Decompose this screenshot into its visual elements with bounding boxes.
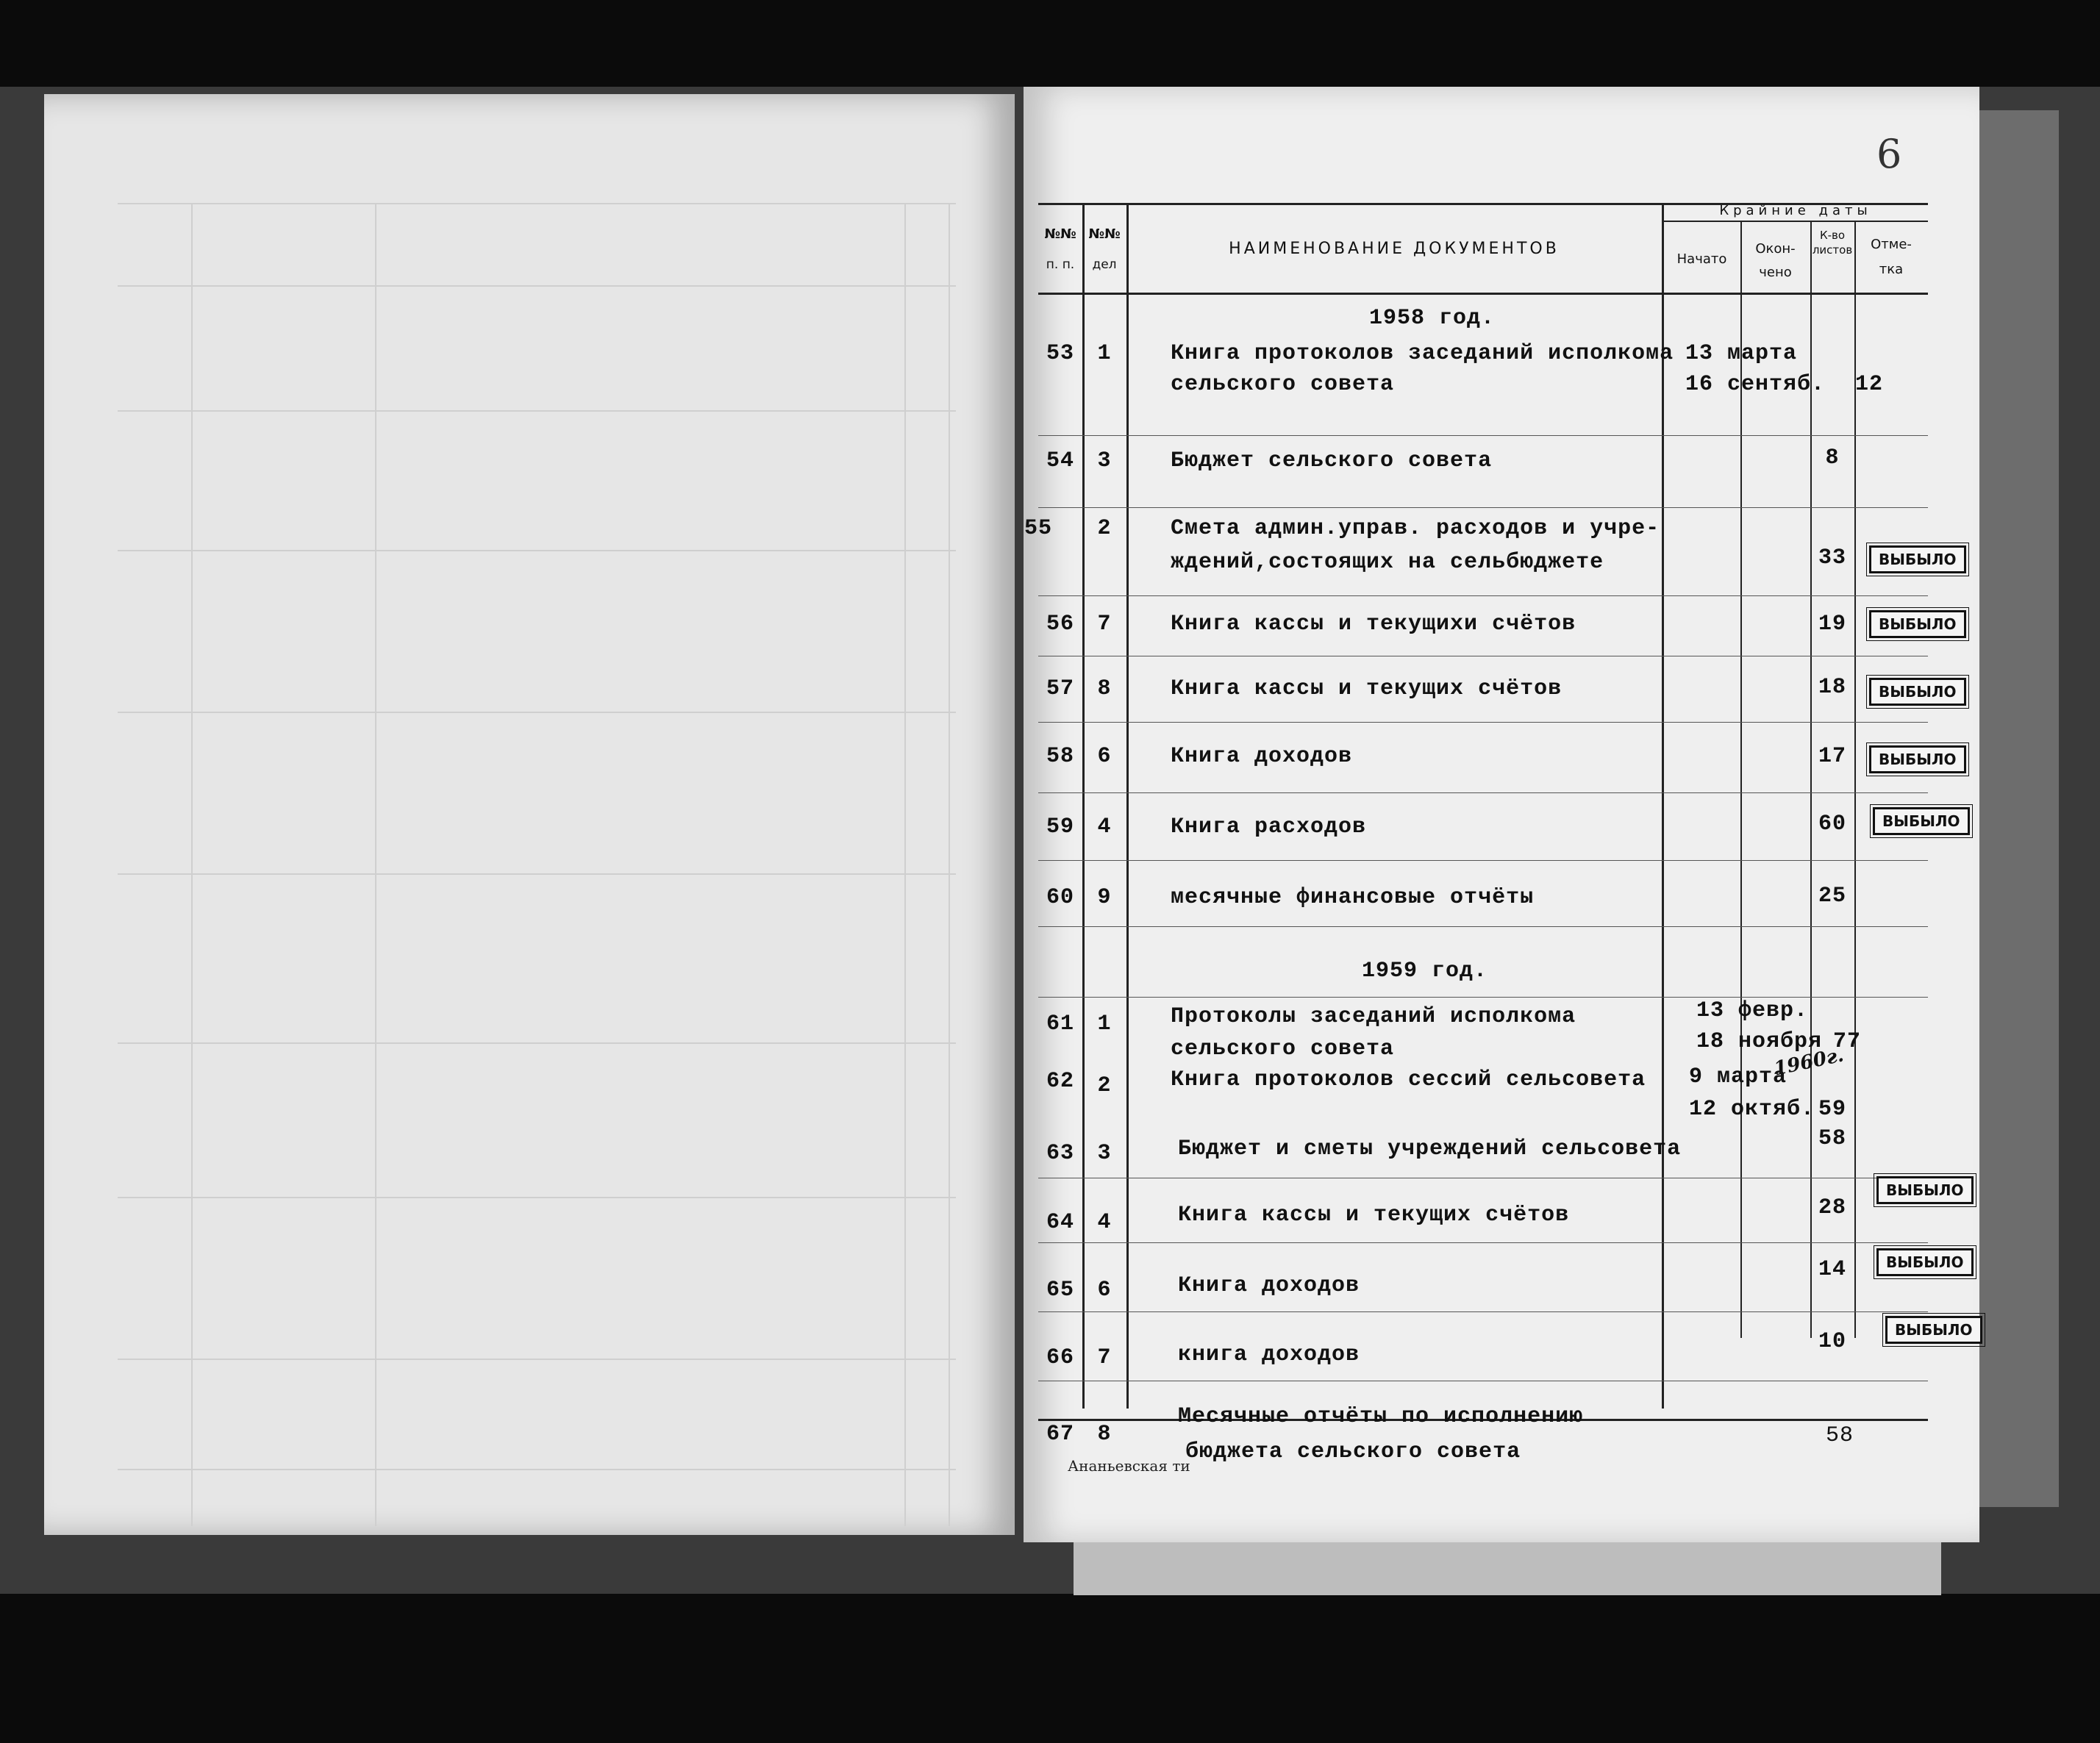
stamp-vybylo: ВЫБЫЛО (1869, 545, 1966, 573)
header-end: Окон- (1755, 241, 1796, 257)
stamp-vybylo: ВЫБЫЛО (1869, 678, 1966, 706)
stamp-vybylo: ВЫБЫЛО (1869, 745, 1966, 773)
stamp-vybylo: ВЫБЫЛО (1876, 1248, 1974, 1276)
header-case-sub: дел (1092, 257, 1117, 272)
left-page (44, 94, 1015, 1535)
header-no-sub: п. п. (1046, 257, 1075, 272)
header-title: НАИМЕНОВАНИЕ ДОКУМЕНТОВ (1229, 240, 1560, 258)
year-heading-1959: 1959 год. (1362, 959, 1488, 984)
year-heading-1958: 1958 год. (1369, 306, 1496, 331)
page-number: 6 (1876, 131, 1902, 177)
header-case: №№ (1088, 226, 1121, 242)
header-sheets: К-во листов (1812, 229, 1853, 257)
stamp-vybylo: ВЫБЫЛО (1869, 610, 1966, 638)
header-no: №№ (1044, 226, 1076, 242)
printer-footer: Ананьевская ти (1068, 1457, 1190, 1475)
header-mark: Отме- (1871, 237, 1912, 252)
header-mark-2: тка (1879, 262, 1904, 277)
handwritten-1960: 1960г. (1771, 1044, 1846, 1081)
header-end-2: чено (1759, 265, 1792, 280)
stamp-vybylo: ВЫБЫЛО (1876, 1176, 1974, 1204)
stamp-vybylo: ВЫБЫЛО (1873, 807, 1970, 835)
document-inventory-table: №№ п. п. №№ дел НАИМЕНОВАНИЕ ДОКУМЕНТОВ Крайние даты Начато Окон- чено К-во листов Отме- тка 1958 год. 53 1 Книга протоколов заседаний исполкома сельского совета 13 марта 16 сентяб. 12 54 3 Бюджет сельского совета 8 55 2 Смета админ.управ. расходов и учре- ждений,состоящих на сельбюджете 33 ВЫБЫЛО 56 7 Книга кассы и текущихи счётов 19 ВЫБЫЛО 57 8 Книга кассы и текущих счётов 18 ВЫБЫЛО 58 6 Книга доходов 17 ВЫБЫЛО 59 4 Книга расходов 60 ВЫБЫЛО 60 9 месячные финансовые отчёты 25 1959 год. 61 1 Протоколы заседаний исполкома сельского совета 13 февр. 18 ноября 77 1960г. 62 2 Книга протоколов сессий сельсовета 9 марта 12 октяб. 59 63 3 Бюджет и сметы учреждений сельсовета 58 64 4 Книга кассы и текущих счётов 28 ВЫБЫЛО 65 6 Книга доходов 14 ВЫБЫЛО 66 7 книга доходов 10 ВЫБЫЛО 67 8 Месячные отчёты по исполнению бюджета сельского совета 58 Ананьевская ти (1038, 198, 1935, 1426)
stamp-vybylo: ВЫБЫЛО (1885, 1316, 1982, 1344)
header-start: Начато (1676, 251, 1727, 267)
header-dates: Крайние даты (1719, 203, 1872, 218)
